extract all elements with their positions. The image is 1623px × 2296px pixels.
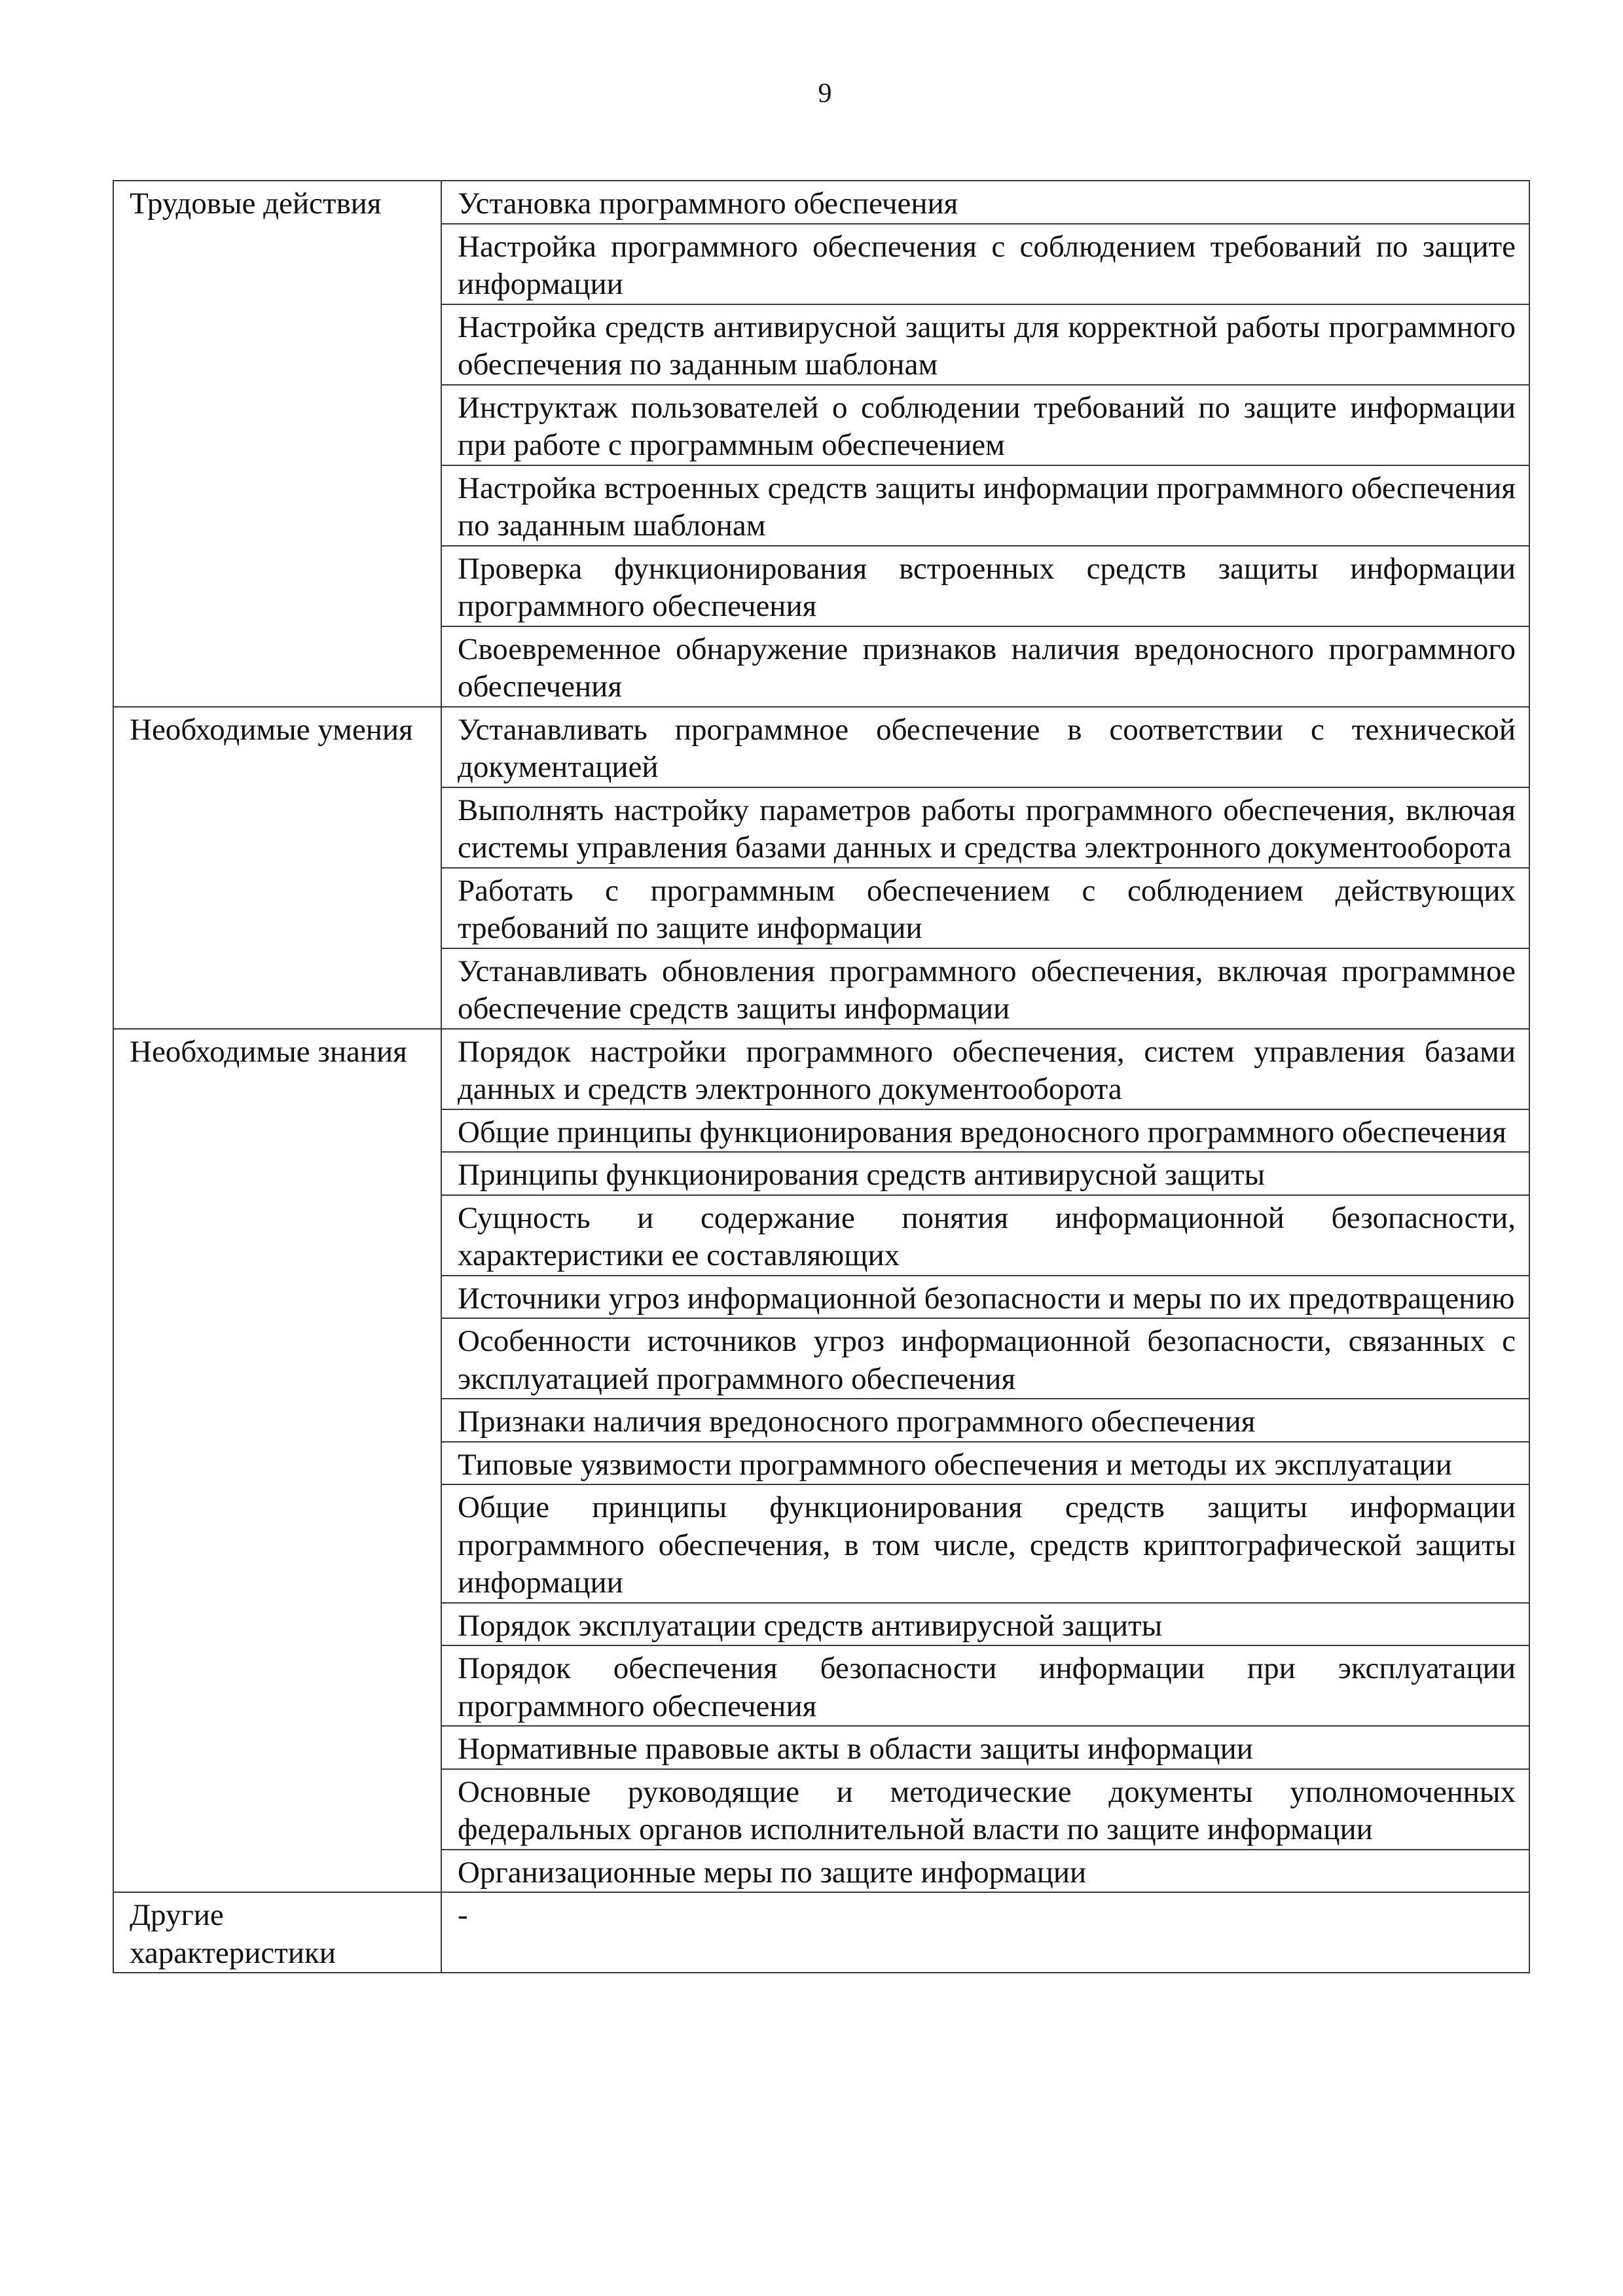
requirement-item-cell: Сущность и содержание понятия информационной безопасности, характеристики ее составляющих xyxy=(441,1195,1529,1276)
requirement-item-cell: Настройка встроенных средств защиты информации программного обеспечения по заданным шаблонам xyxy=(441,465,1529,546)
requirement-item-cell: Основные руководящие и методические документы уполномоченных федеральных органов исполнительной власти по защите информации xyxy=(441,1769,1529,1850)
requirement-item-cell: Инструктаж пользователей о соблюдении требований по защите информации при работе с программным обеспечением xyxy=(441,385,1529,465)
requirement-item-cell: Общие принципы функционирования средств защиты информации программного обеспечения, в том числе, средств криптографической защиты информации xyxy=(441,1484,1529,1603)
requirement-item-cell: Своевременное обнаружение признаков наличия вредоносного программного обеспечения xyxy=(441,626,1529,707)
category-cell: Другие характеристики xyxy=(113,1892,441,1973)
category-cell: Необходимые знания xyxy=(113,1029,441,1893)
requirements-table-body xyxy=(113,181,1529,1973)
table-row xyxy=(113,707,1529,787)
table-row xyxy=(113,181,1529,224)
requirement-item-cell: Настройка программного обеспечения с соблюдением требований по защите информации xyxy=(441,224,1529,304)
requirement-item-cell: Настройка средств антивирусной защиты для корректной работы программного обеспечения по заданным шаблонам xyxy=(441,304,1529,385)
page-number: 9 xyxy=(818,79,832,109)
requirement-item-cell: Признаки наличия вредоносного программного обеспечения xyxy=(441,1399,1529,1442)
requirement-item-cell: Установка программного обеспечения xyxy=(441,181,1529,224)
requirement-item-cell: Принципы функционирования средств антивирусной защиты xyxy=(441,1152,1529,1195)
requirement-item-cell: Нормативные правовые акты в области защиты информации xyxy=(441,1726,1529,1769)
table-row xyxy=(113,1029,1529,1109)
requirement-item-cell: Организационные меры по защите информации xyxy=(441,1850,1529,1893)
requirement-item-cell: Порядок эксплуатации средств антивирусной защиты xyxy=(441,1603,1529,1646)
requirements-table xyxy=(113,180,1530,1973)
requirement-item-cell: Общие принципы функционирования вредоносного программного обеспечения xyxy=(441,1109,1529,1153)
requirement-item-cell: Проверка функционирования встроенных средств защиты информации программного обеспечения xyxy=(441,546,1529,626)
requirement-item-cell: Порядок обеспечения безопасности информации при эксплуатации программного обеспечения xyxy=(441,1645,1529,1726)
requirement-item-cell: Типовые уязвимости программного обеспечения и методы их эксплуатации xyxy=(441,1442,1529,1485)
requirement-item-cell: Устанавливать программное обеспечение в соответствии с технической документацией xyxy=(441,707,1529,787)
requirement-item-cell: Работать с программным обеспечением с соблюдением действующих требований по защите информации xyxy=(441,868,1529,948)
requirement-item-cell: Выполнять настройку параметров работы программного обеспечения, включая системы управления базами данных и средства электронного документооборота xyxy=(441,787,1529,868)
category-cell: Трудовые действия xyxy=(113,181,441,707)
category-cell: Необходимые умения xyxy=(113,707,441,1029)
requirement-item-cell: Источники угроз информационной безопасности и меры по их предотвращению xyxy=(441,1276,1529,1319)
table-row xyxy=(113,1892,1529,1973)
requirement-item-cell: - xyxy=(441,1892,1529,1973)
requirement-item-cell: Устанавливать обновления программного обеспечения, включая программное обеспечение средств защиты информации xyxy=(441,948,1529,1029)
requirement-item-cell: Особенности источников угроз информационной безопасности, связанных с эксплуатацией программного обеспечения xyxy=(441,1318,1529,1399)
requirement-item-cell: Порядок настройки программного обеспечения, систем управления базами данных и средств электронного документооборота xyxy=(441,1029,1529,1109)
